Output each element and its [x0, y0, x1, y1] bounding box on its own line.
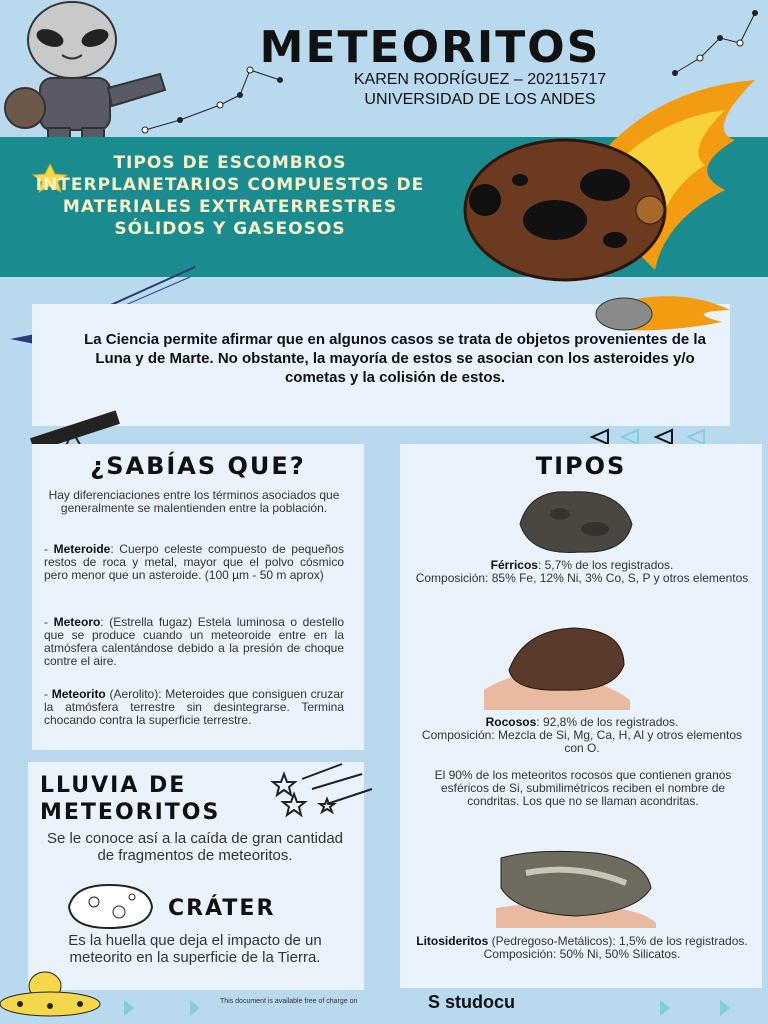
rocky-meteorite-image [484, 620, 630, 710]
term-litosideritos: Litosideritos [416, 934, 489, 948]
term-meteoro: Meteoro [53, 615, 101, 629]
footer-note: This document is available free of charge on [220, 998, 358, 1005]
ferricos-text: Férricos: 5,7% de los registrados. Composición: 85% Fe, 12% Ni, 3% Co, S, P y otros elementos [415, 558, 749, 585]
crater-rock-icon [64, 882, 156, 930]
crater-paragraph: Es la huella que deja el impacto de un meteorito en la superficie de la Tierra. [68, 932, 322, 966]
band-subtitle: TIPOS DE ESCOMBROS INTERPLANETARIOS COMPUESTOS DE MATERIALES EXTRATERRESTRES SÓLIDOS Y GASEOSOS [35, 153, 425, 239]
falling-stars-icon [272, 764, 372, 820]
ufo-icon [0, 968, 110, 1022]
definition-meteroide: - Meteroide: Cuerpo celeste compuesto de pequeños restos de roca y metal, mayor que el polvo cósmico pero menor que un asteroide. (100 µm - 50 m aprox) [44, 542, 344, 582]
stony-iron-meteorite-image [496, 848, 656, 928]
lluvia-heading: LLUVIA DE METEORITOS [40, 773, 221, 825]
intro-paragraph: La Ciencia permite afirmar que en algunos casos se trata de objetos provenientes de la Luna y de Marte. No obstante, la mayoría de estos se asocian con los asteroides y/o cometas y la colisión de estos. [84, 331, 706, 386]
author-line: KAREN RODRÍGUEZ – 202115717 [353, 71, 607, 88]
university-line: UNIVERSIDAD DE LOS ANDES [364, 91, 596, 108]
page-title: METEORITOS [259, 22, 601, 73]
studocu-logo[interactable]: S studocu [428, 992, 516, 1012]
term-ferricos: Férricos [490, 558, 538, 572]
sabias-intro: Hay diferenciaciones entre los términos asociados que generalmente se malentienden entre la población. [48, 488, 340, 515]
term-rocosos: Rocosos [485, 715, 537, 729]
term-meteroide: Meteroide [53, 542, 111, 556]
meteor-illustration [455, 70, 755, 290]
litosideritos-text: Litosideritos (Pedregoso-Metálicos): 1,5% de los registrados. Composición: 50% Ni, 50% Silicatos. [416, 934, 748, 961]
studocu-icon: S [428, 992, 446, 1012]
sabias-heading: ¿SABÍAS QUE? [90, 452, 306, 480]
rocosos-text: Rocosos: 92,8% de los registrados. Composición: Mezcla de Si, Mg, Ca, H, Al y otros elementos con O. [421, 715, 743, 755]
definition-meteorito: - Meteorito (Aerolito): Meteroides que consiguen cruzar la atmósfera terrestre sin desintegrarse. Termina chocando contra la superficie terrestre. [44, 687, 344, 727]
tipos-heading: TIPOS [535, 452, 627, 480]
crater-heading: CRÁTER [168, 896, 276, 921]
term-meteorito: Meteorito [51, 687, 106, 701]
condritas-text: El 90% de los meteoritos rocosos que contienen granos esféricos de Si, submilimétricos reciben el nombre de condritas. Los que no se llaman acondritas. [434, 768, 732, 808]
definition-meteoro: - Meteoro: (Estrella fugaz) Estela luminosa o destello que se produce cuando un meteoroide entre en la atmósfera calentándose debido a la presión de choque contre el aire. [44, 615, 344, 668]
lluvia-paragraph: Se le conoce así a la caída de gran cantidad de fragmentos de meteoritos. [46, 830, 344, 864]
iron-meteorite-image [510, 484, 636, 556]
